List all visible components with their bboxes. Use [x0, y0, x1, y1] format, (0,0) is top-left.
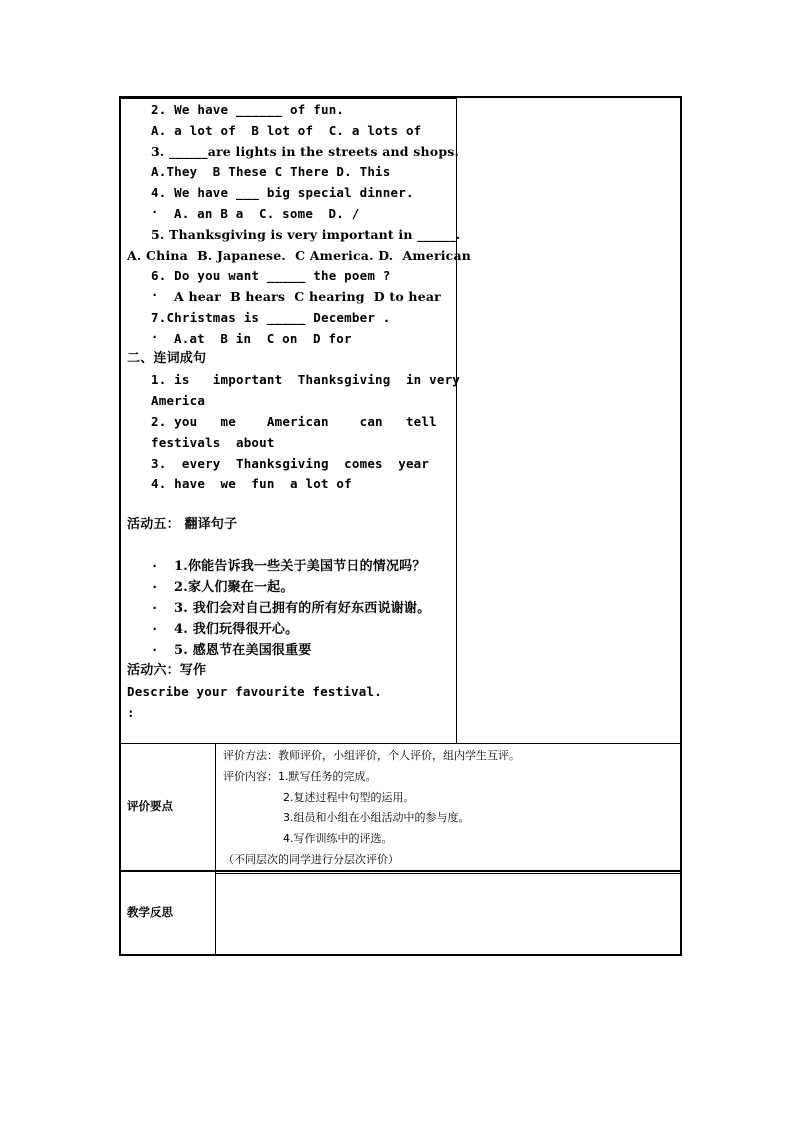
question-4-options: A. an B a C. some D. /: [174, 206, 360, 221]
question-2-options: A. a lot of B lot of C. a lots of: [151, 123, 422, 138]
table-left-border: [119, 96, 121, 956]
question-3: 3. ______are lights in the streets and shops.: [151, 144, 460, 159]
question-5: 5. Thanksgiving is very important in ______.: [151, 227, 461, 242]
evaluation-note: （不同层次的同学进行分层次评价）: [223, 853, 399, 866]
reflection-content-area[interactable]: [217, 875, 679, 953]
reflection-label: 教学反思: [127, 905, 173, 919]
question-7-options: A.at B in C on D for: [174, 331, 352, 346]
bullet: ·: [151, 330, 159, 344]
translate-item-2: 2.家人们聚在一起。: [174, 580, 294, 595]
upper-column-divider: [456, 96, 457, 744]
translate-item-1: 1.你能告诉我一些关于美国节日的情况吗？: [174, 559, 426, 574]
translate-item-5: 5. 感恩节在美国很重要: [174, 643, 312, 658]
evaluation-content-4: 4.写作训练中的评选。: [283, 832, 393, 845]
question-2: 2. We have ______ of fun.: [151, 102, 345, 117]
question-3-options: A.They B These C There D. This: [151, 164, 391, 179]
bullet: ·: [151, 643, 159, 657]
evaluation-label: 评价要点: [127, 799, 173, 813]
translate-item-4: 4. 我们玩得很开心。: [174, 622, 299, 637]
bullet: ·: [151, 601, 159, 615]
evaluation-method: 评价方法：教师评价，小组评价，个人评价，组内学生互评。: [223, 749, 520, 762]
translate-item-3: 3. 我们会对自己拥有的所有好东西说谢谢。: [174, 601, 431, 616]
question-7: 7.Christmas is _____ December .: [151, 310, 391, 325]
question-5-options: A. China B. Japanese. C America. D. American: [127, 248, 472, 263]
bullet: ·: [151, 559, 159, 573]
bullet: ·: [151, 622, 159, 636]
evaluation-content-2: 2.复述过程中句型的运用。: [283, 791, 415, 804]
writing-colon: :: [127, 705, 135, 720]
question-6-options: A hear B hears C hearing D to hear: [174, 289, 441, 304]
row-divider-2: [119, 870, 682, 872]
evaluation-content: 评价内容：1.默写任务的完成。: [223, 770, 377, 783]
bullet: ·: [151, 580, 159, 594]
order-sentence-2-cont: festivals about: [151, 435, 275, 450]
table-right-border: [680, 96, 682, 956]
order-sentence-3: 3. every Thanksgiving comes year: [151, 456, 430, 471]
section-title-translate: 活动五： 翻译句子: [127, 517, 238, 532]
order-sentence-1: 1. is important Thanksgiving in very: [151, 372, 461, 387]
question-4: 4. We have ___ big special dinner.: [151, 185, 414, 200]
lower-column-divider: [215, 744, 216, 955]
order-sentence-2: 2. you me American can tell: [151, 414, 437, 429]
row-divider-3: [215, 873, 682, 874]
order-sentence-4: 4. have we fun a lot of: [151, 476, 352, 491]
section-title-order: 二、连词成句: [127, 351, 207, 366]
question-6: 6. Do you want _____ the poem ?: [151, 268, 391, 283]
bullet: ·: [151, 205, 159, 219]
writing-prompt: Describe your favourite festival.: [127, 684, 382, 699]
order-sentence-1-cont: America: [151, 393, 206, 408]
evaluation-content-3: 3.组员和小组在小组活动中的参与度。: [283, 811, 470, 824]
row-divider-1: [119, 743, 682, 744]
section-title-writing: 活动六：写作: [127, 663, 207, 678]
bullet: ·: [151, 288, 159, 302]
